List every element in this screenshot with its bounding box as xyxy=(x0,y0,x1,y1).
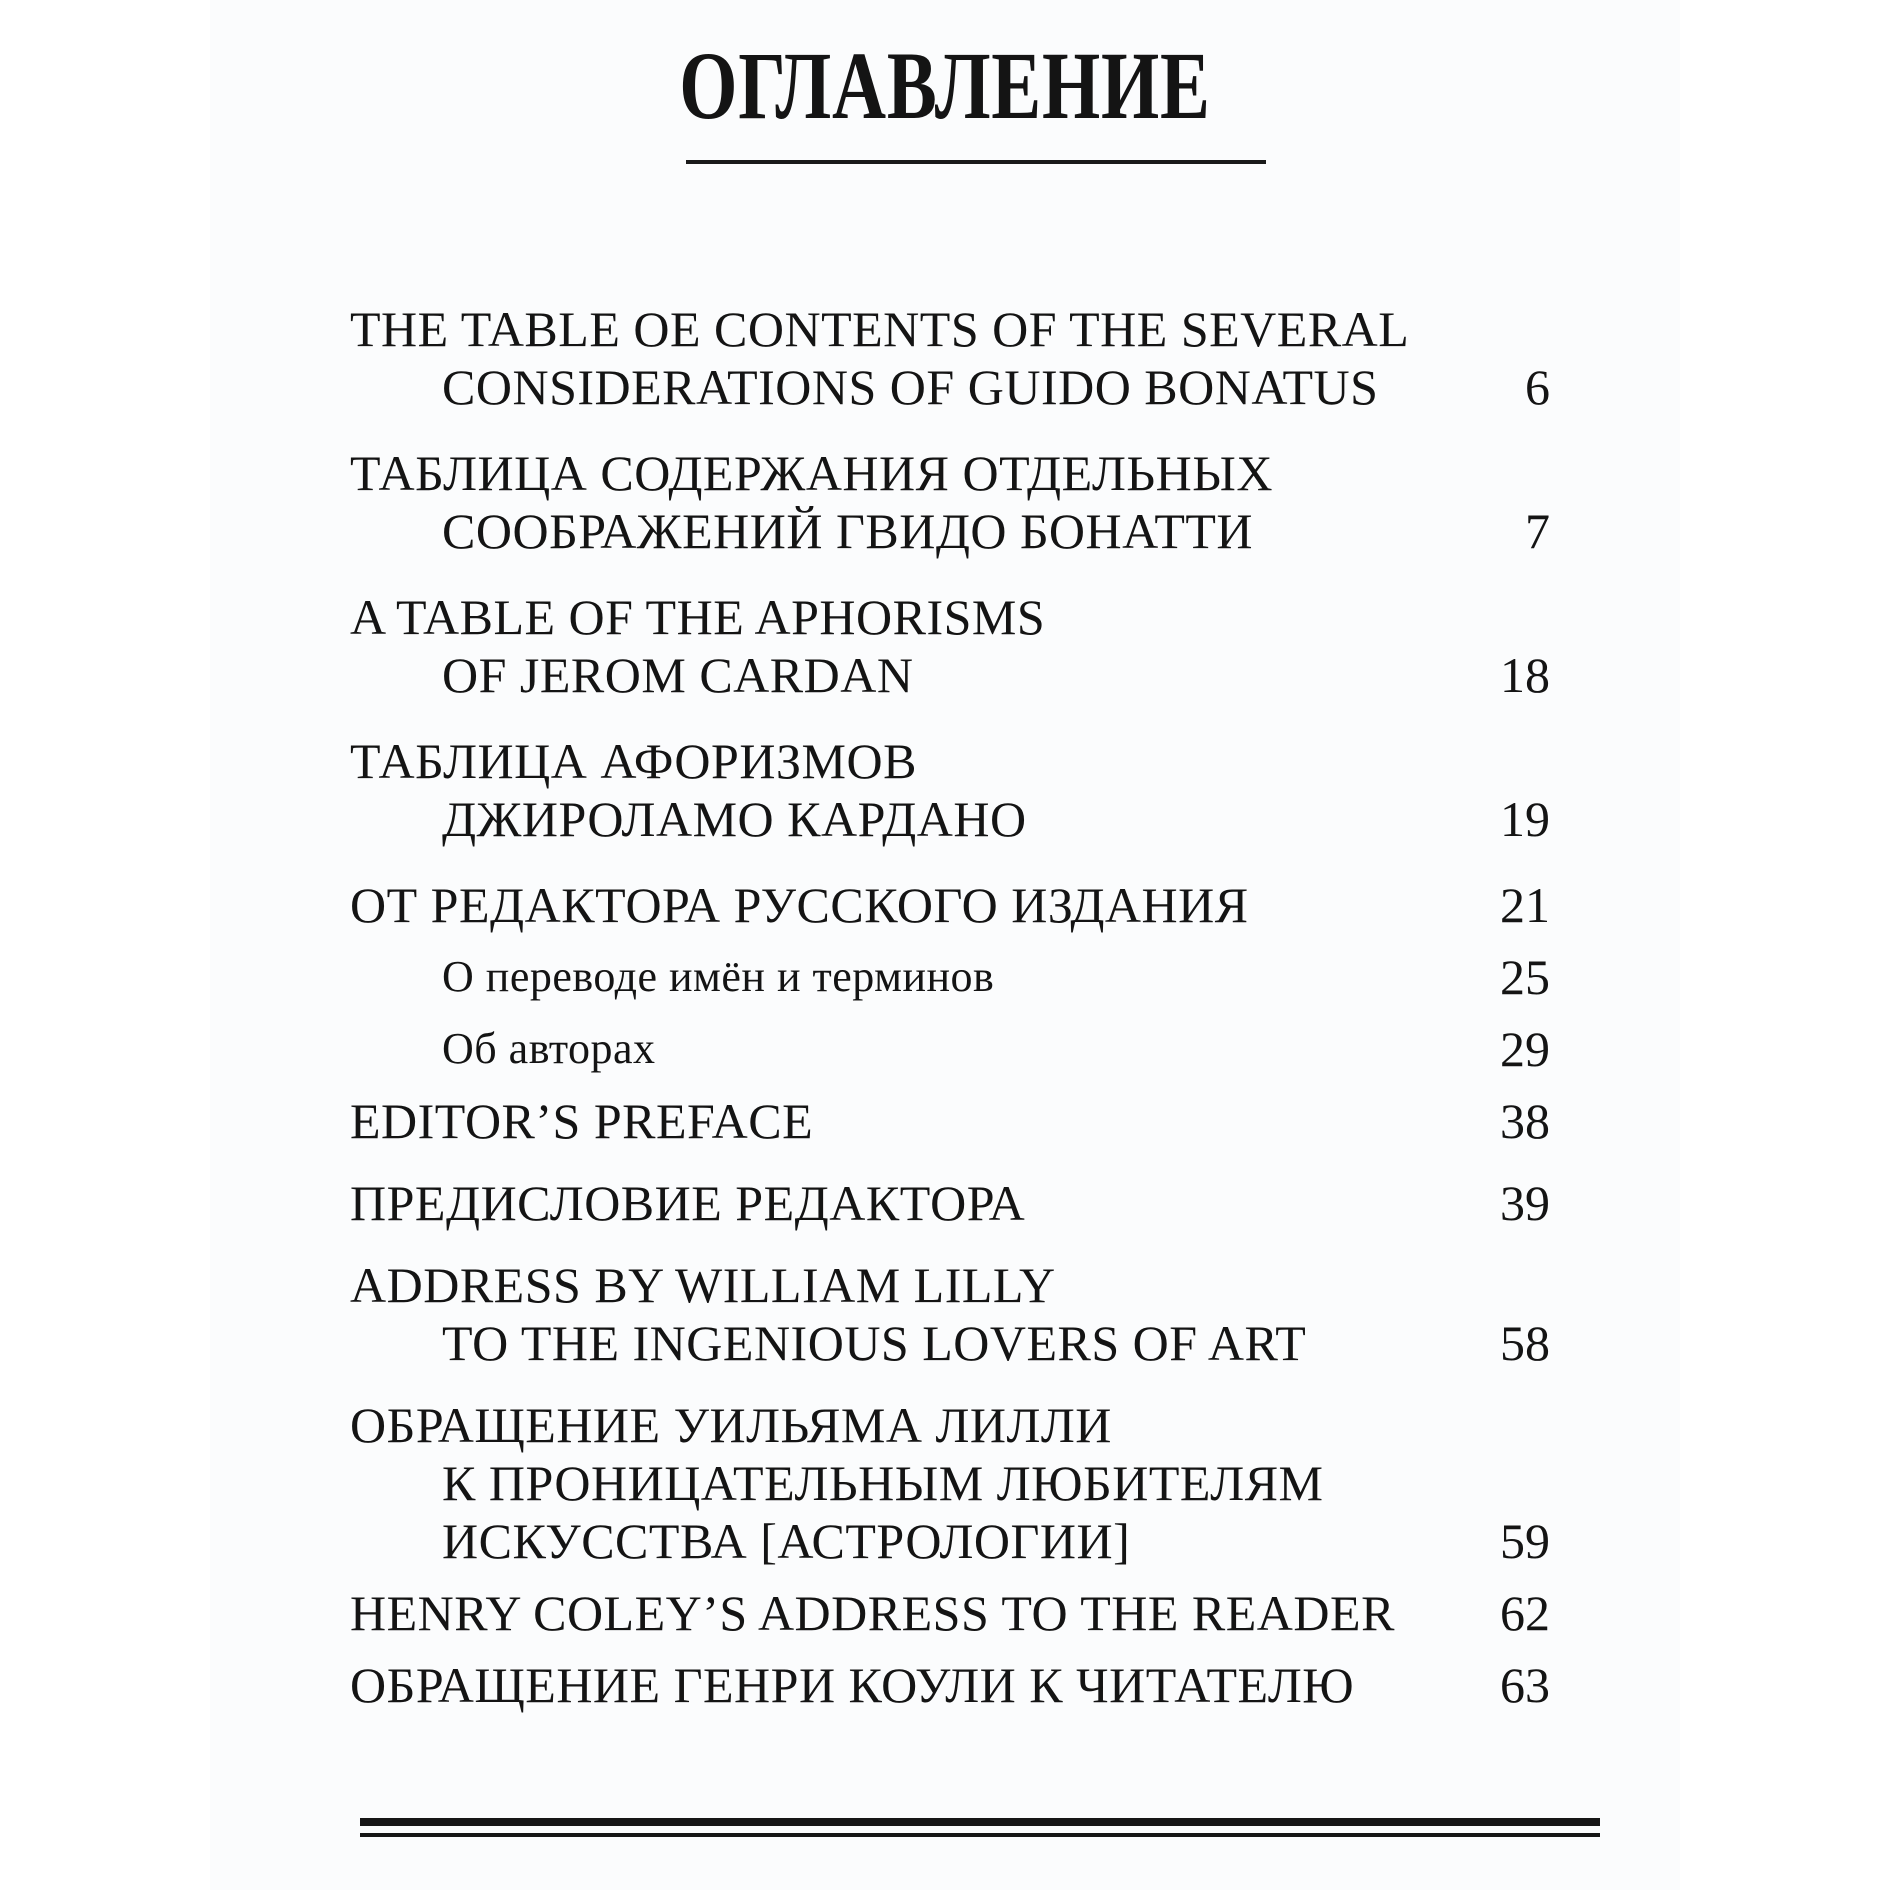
toc-page-number: 21 xyxy=(1500,877,1550,933)
toc-entry-line: ОБРАЩЕНИЕ ГЕНРИ КОУЛИ К ЧИТАТЕЛЮ xyxy=(350,1657,1355,1713)
toc-entry-line: ТАБЛИЦА АФОРИЗМОВ xyxy=(350,733,917,789)
toc-entry xyxy=(350,1656,1550,1714)
toc-entry-line: К ПРОНИЦАТЕЛЬНЫМ ЛЮБИТЕЛЯМ xyxy=(442,1455,1324,1511)
toc-page-number: 25 xyxy=(1500,949,1550,1005)
toc-entry xyxy=(350,1256,1550,1372)
toc-entry xyxy=(350,1092,1550,1150)
page-title: ОГЛАВЛЕНИЕ xyxy=(679,32,1211,139)
toc-page-number: 6 xyxy=(1525,359,1550,415)
footer-rule-thin xyxy=(360,1833,1600,1837)
toc-entry-line: OF JEROM CARDAN xyxy=(442,647,914,703)
toc-page-number: 62 xyxy=(1500,1585,1550,1641)
toc-entry-line: Об авторах xyxy=(442,1024,656,1073)
toc-entry-line: A TABLE OF THE APHORISMS xyxy=(350,589,1046,645)
toc-entry-line: ОБРАЩЕНИЕ УИЛЬЯМА ЛИЛЛИ xyxy=(350,1397,1112,1453)
toc-entry-line: О переводе имён и терминов xyxy=(442,952,995,1001)
toc-entry xyxy=(350,1174,1550,1232)
toc-entry xyxy=(350,1396,1550,1570)
title-underline xyxy=(686,160,1266,164)
toc-entry-line: EDITOR’S PREFACE xyxy=(350,1093,814,1149)
toc-entry-line: ПРЕДИСЛОВИЕ РЕДАКТОРА xyxy=(350,1175,1026,1231)
toc-page-number: 18 xyxy=(1500,647,1550,703)
toc-entry-line: ДЖИРОЛАМО КАРДАНО xyxy=(442,791,1027,847)
toc-entry-line: ОТ РЕДАКТОРА РУССКОГО ИЗДАНИЯ xyxy=(350,877,1249,933)
toc-entry-line: HENRY COLEY’S ADDRESS TO THE READER xyxy=(350,1585,1395,1641)
toc-page-number: 29 xyxy=(1500,1021,1550,1077)
toc-page-number: 38 xyxy=(1500,1093,1550,1149)
toc-entry-line: ТАБЛИЦА СОДЕРЖАНИЯ ОТДЕЛЬНЫХ xyxy=(350,445,1273,501)
book-page xyxy=(210,0,1680,1890)
toc-entry xyxy=(350,300,1550,416)
toc-entry-line: СООБРАЖЕНИЙ ГВИДО БОНАТТИ xyxy=(442,503,1254,559)
toc-entry-line: ADDRESS BY WILLIAM LILLY xyxy=(350,1257,1056,1313)
toc-entry-line: CONSIDERATIONS OF GUIDO BONATUS xyxy=(442,359,1379,415)
toc-page-number: 7 xyxy=(1525,503,1550,559)
toc-entry xyxy=(350,732,1550,848)
toc-entry xyxy=(350,876,1550,934)
toc-page-number: 19 xyxy=(1500,791,1550,847)
footer-rule-thick xyxy=(360,1818,1600,1826)
toc-list xyxy=(350,300,1550,1714)
toc-page-number: 39 xyxy=(1500,1175,1550,1231)
toc-entry xyxy=(350,948,1550,1006)
toc-entry xyxy=(350,1584,1550,1642)
toc-page-number: 59 xyxy=(1500,1513,1550,1569)
toc-entry xyxy=(350,1020,1550,1078)
toc-entry xyxy=(350,588,1550,704)
toc-entry-line: THE TABLE OE CONTENTS OF THE SEVERAL xyxy=(350,301,1410,357)
toc-entry xyxy=(350,444,1550,560)
toc-entry-line: TO THE INGENIOUS LOVERS OF ART xyxy=(442,1315,1307,1371)
toc-page-number: 63 xyxy=(1500,1657,1550,1713)
toc-entry-line: ИСКУССТВА [АСТРОЛОГИИ] xyxy=(442,1513,1131,1569)
toc-page-number: 58 xyxy=(1500,1315,1550,1371)
